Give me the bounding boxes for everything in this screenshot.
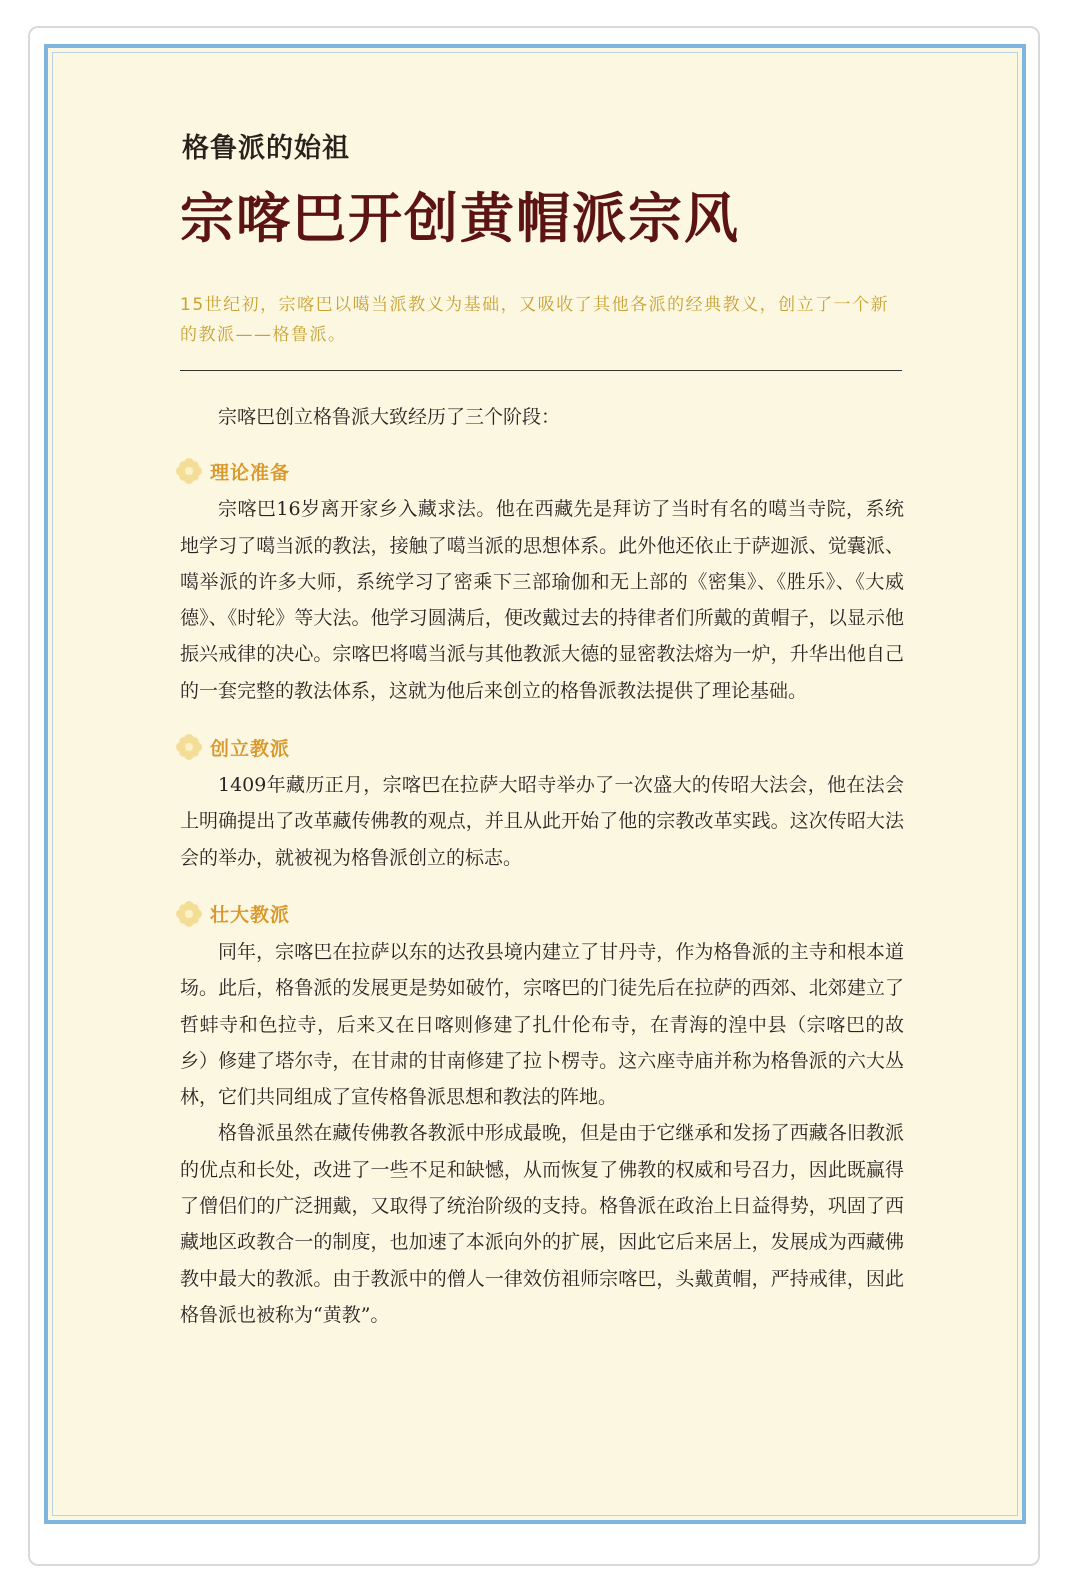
section-heading	[174, 451, 904, 491]
article-kicker: 格鲁派的始祖	[182, 133, 350, 164]
section-title: 理论准备	[210, 461, 291, 484]
section-title: 创立教派	[210, 737, 291, 760]
article-headline: 宗喀巴开创黄帽派宗风	[180, 186, 740, 250]
intro-paragraph: 宗喀巴创立格鲁派大致经历了三个阶段：	[218, 406, 561, 428]
article-content	[180, 118, 904, 1333]
section-title: 壮大教派	[210, 904, 291, 927]
article-page	[44, 44, 1026, 1524]
section-paragraph: 1409年藏历正月，宗喀巴在拉萨大昭寺举办了一次盛大的传昭大法会，他在法会上明确提出了改革藏传佛教的观点，并且从此开始了他的宗教改革实践。这次传昭大法会的举办，就被视为格鲁派创立的标志。	[180, 774, 904, 869]
section-paragraph: 格鲁派虽然在藏传佛教各教派中形成最晚，但是由于它继承和发扬了西藏各旧教派的优点和长处，改进了一些不足和缺憾，从而恢复了佛教的权威和号召力，因此既赢得了僧侣们的广泛拥戴，又取得了统治阶级的支持。格鲁派在政治上日益得势，巩固了西藏地区政教合一的制度，也加速了本派向外的扩展，因此它后来居上，发展成为西藏佛教中最大的教派。由于教派中的僧人一律效仿祖师宗喀巴，头戴黄帽，严持戒律，因此格鲁派也被称为“黄教”。	[180, 1122, 904, 1326]
section-paragraph: 同年，宗喀巴在拉萨以东的达孜县境内建立了甘丹寺，作为格鲁派的主寺和根本道场。此后，格鲁派的发展更是势如破竹，宗喀巴的门徒先后在拉萨的西郊、北郊建立了哲蚌寺和色拉寺，后来又在日喀则修建了扎什伦布寺，在青海的湟中县（宗喀巴的故乡）修建了塔尔寺，在甘肃的甘南修建了拉卜楞寺。这六座寺庙并称为格鲁派的六大丛林，它们共同组成了宣传格鲁派思想和教法的阵地。	[180, 940, 904, 1109]
section-heading	[174, 727, 904, 767]
section-heading	[174, 894, 904, 934]
flower-ornament-icon	[174, 456, 204, 486]
article-lede: 15世纪初，宗喀巴以噶当派教义为基础，又吸收了其他各派的经典教义，创立了一个新的教派——格鲁派。	[180, 295, 890, 345]
flower-ornament-icon	[174, 899, 204, 929]
divider-rule	[180, 370, 902, 371]
flower-ornament-icon	[174, 732, 204, 762]
section-paragraph: 宗喀巴16岁离开家乡入藏求法。他在西藏先是拜访了当时有名的噶当寺院，系统地学习了噶当派的教法，接触了噶当派的思想体系。此外他还依止于萨迦派、觉囊派、噶举派的许多大师，系统学习了密乘下三部瑜伽和无上部的《密集》、《胜乐》、《大威德》、《时轮》等大法。他学习圆满后，便改戴过去的持律者们所戴的黄帽子，以显示他振兴戒律的决心。宗喀巴将噶当派与其他教派大德的显密教法熔为一炉，升华出他自己的一套完整的教法体系，这就为他后来创立的格鲁派教法提供了理论基础。	[180, 498, 904, 702]
